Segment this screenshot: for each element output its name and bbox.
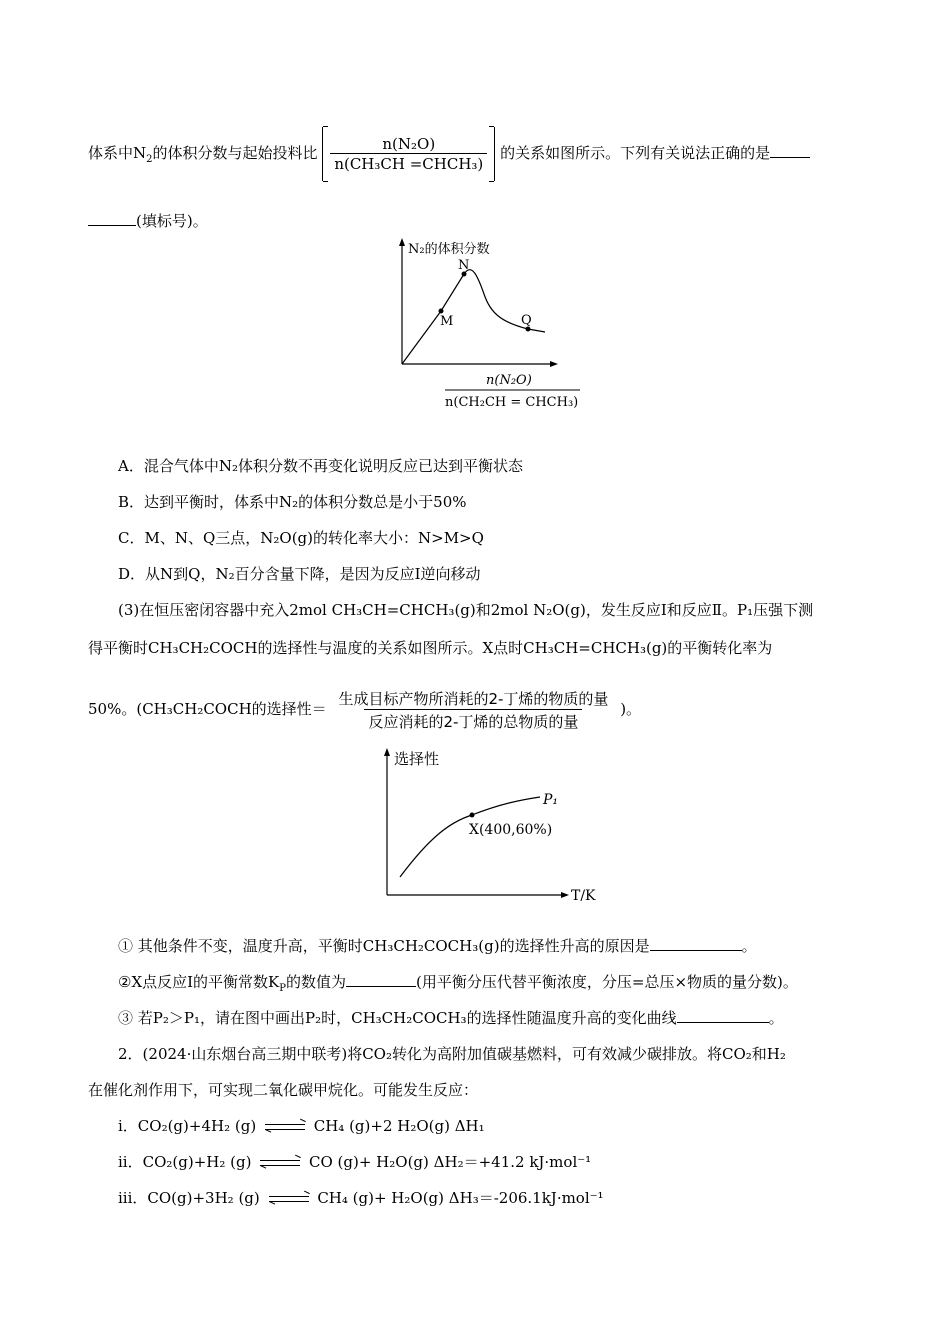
reaction-3-right: CH₄ (g)+ H₂O(g) ΔH₃＝-206.1kJ·mol⁻¹	[317, 1189, 604, 1207]
intro-sub: 2	[146, 154, 153, 165]
answer-blank-q2[interactable]	[346, 971, 416, 987]
chart1-x-arrow	[550, 361, 558, 367]
part3-line3-before: 50%。(CH₃CH₂COCH的选择性＝	[88, 700, 327, 718]
problem2-line1: 2．(2024·山东烟台高三期中联考)将CO₂转化为高附加值碳基燃料，可有效减少碳排放。将CO₂和H₂	[118, 1045, 786, 1063]
chart1-label-m: M	[440, 314, 454, 329]
fill-line	[88, 210, 208, 231]
question-3-end: 。	[768, 1009, 784, 1027]
ratio-numerator: n(N₂O)	[382, 135, 436, 153]
option-a: A．混合气体中N₂体积分数不再变化说明反应已达到平衡状态	[118, 457, 523, 475]
equilibrium-arrow-icon	[265, 1122, 305, 1132]
question-1-text: ① 其他条件不变，温度升高，平衡时CH₃CH₂COCH₃(g)的选择性升高的原因是	[118, 937, 650, 955]
chart2-x-arrow	[561, 892, 569, 898]
question-2-sub: P	[279, 983, 286, 994]
part3-line3-after: )。	[620, 700, 642, 718]
intro-line	[88, 127, 810, 181]
reaction-2-left: ii．CO₂(g)+H₂ (g)	[118, 1153, 252, 1171]
question-1	[118, 935, 757, 956]
ratio-fraction	[330, 135, 487, 173]
equilibrium-arrow-icon	[260, 1158, 300, 1168]
part3-line3	[88, 688, 641, 732]
reaction-3-left: iii．CO(g)+3H₂ (g)	[118, 1189, 260, 1207]
option-c: C．M、N、Q三点，N₂O(g)的转化率大小：N>M>Q	[118, 529, 484, 547]
question-2	[118, 971, 798, 994]
reaction-1-right: CH₄ (g)+2 H₂O(g) ΔH₁	[313, 1117, 485, 1135]
selectivity-numerator: 生成目标产物所消耗的2-丁烯的物质的量	[338, 690, 609, 708]
reaction-2	[118, 1151, 591, 1172]
reaction-2-right: CO (g)+ H₂O(g) ΔH₂＝+41.2 kJ·mol⁻¹	[309, 1153, 592, 1171]
chart2-series-label: P₁	[543, 792, 559, 808]
chart1-xlabel-num: n(N₂O)	[486, 373, 532, 388]
ratio-bracket	[322, 127, 495, 181]
chart1-label-q: Q	[521, 313, 532, 328]
chart-selectivity	[375, 742, 605, 912]
chart1-y-arrow	[399, 238, 405, 246]
selectivity-denominator: 反应消耗的2-丁烯的总物质的量	[364, 709, 582, 732]
answer-blank-q1[interactable]	[650, 935, 742, 951]
chart2-point-x	[470, 813, 475, 818]
answer-blank-1-cont[interactable]	[88, 210, 136, 226]
problem2-line2: 在催化剂作用下，可实现二氧化碳甲烷化。可能发生反应：	[88, 1081, 479, 1099]
fill-label: (填标号)。	[136, 212, 208, 230]
question-1-end: 。	[741, 937, 757, 955]
reaction-1	[118, 1115, 485, 1136]
intro-text-before: 体系中N	[88, 144, 147, 162]
part3-line2: 得平衡时CH₃CH₂COCH的选择性与温度的关系如图所示。X点时CH₃CH=CHCH₃(g)的平衡转化率为	[88, 639, 773, 657]
ratio-denominator: n(CH₃CH =CHCH₃)	[330, 153, 487, 173]
reaction-1-left: i．CO₂(g)+4H₂ (g)	[118, 1117, 257, 1135]
chart-n2-fraction	[390, 232, 590, 417]
chart1-ylabel: N₂的体积分数	[408, 242, 490, 257]
chart2-label-x: X(400,60%)	[469, 822, 553, 838]
answer-blank-q3[interactable]	[677, 1007, 769, 1023]
intro-text-mid: 的体积分数与起始投料比	[152, 144, 318, 162]
option-b: B．达到平衡时，体系中N₂的体积分数总是小于50%	[118, 493, 467, 511]
question-3	[118, 1007, 784, 1028]
chart1-xlabel-den: n(CH₂CH = CHCH₃)	[445, 395, 579, 410]
selectivity-fraction	[334, 688, 612, 732]
question-2-text: ②X点反应Ⅰ的平衡常数K	[118, 973, 280, 991]
reaction-3	[118, 1187, 604, 1208]
chart1-label-n: N	[458, 258, 470, 273]
equilibrium-arrow-icon	[269, 1194, 309, 1204]
chart2-y-arrow	[384, 748, 390, 756]
option-d: D．从N到Q，N₂百分含量下降，是因为反应Ⅰ逆向移动	[118, 565, 481, 583]
question-2-end: (用平衡分压代替平衡浓度，分压=总压×物质的量分数)。	[416, 973, 798, 991]
intro-text-after: 的关系如图所示。下列有关说法正确的是	[500, 144, 771, 162]
question-2-mid: 的数值为	[286, 973, 347, 991]
part3-line1: (3)在恒压密闭容器中充入2mol CH₃CH=CHCH₃(g)和2mol N₂O(g)，发生反应Ⅰ和反应Ⅱ。P₁压强下测	[118, 601, 814, 619]
chart1-point-m	[439, 309, 444, 314]
answer-blank-1[interactable]	[770, 142, 810, 158]
chart2-xlabel: T/K	[571, 888, 596, 904]
question-3-text: ③ 若P₂＞P₁，请在图中画出P₂时，CH₃CH₂COCH₃的选择性随温度升高的变化曲线	[118, 1009, 677, 1027]
chart2-ylabel: 选择性	[394, 750, 440, 768]
